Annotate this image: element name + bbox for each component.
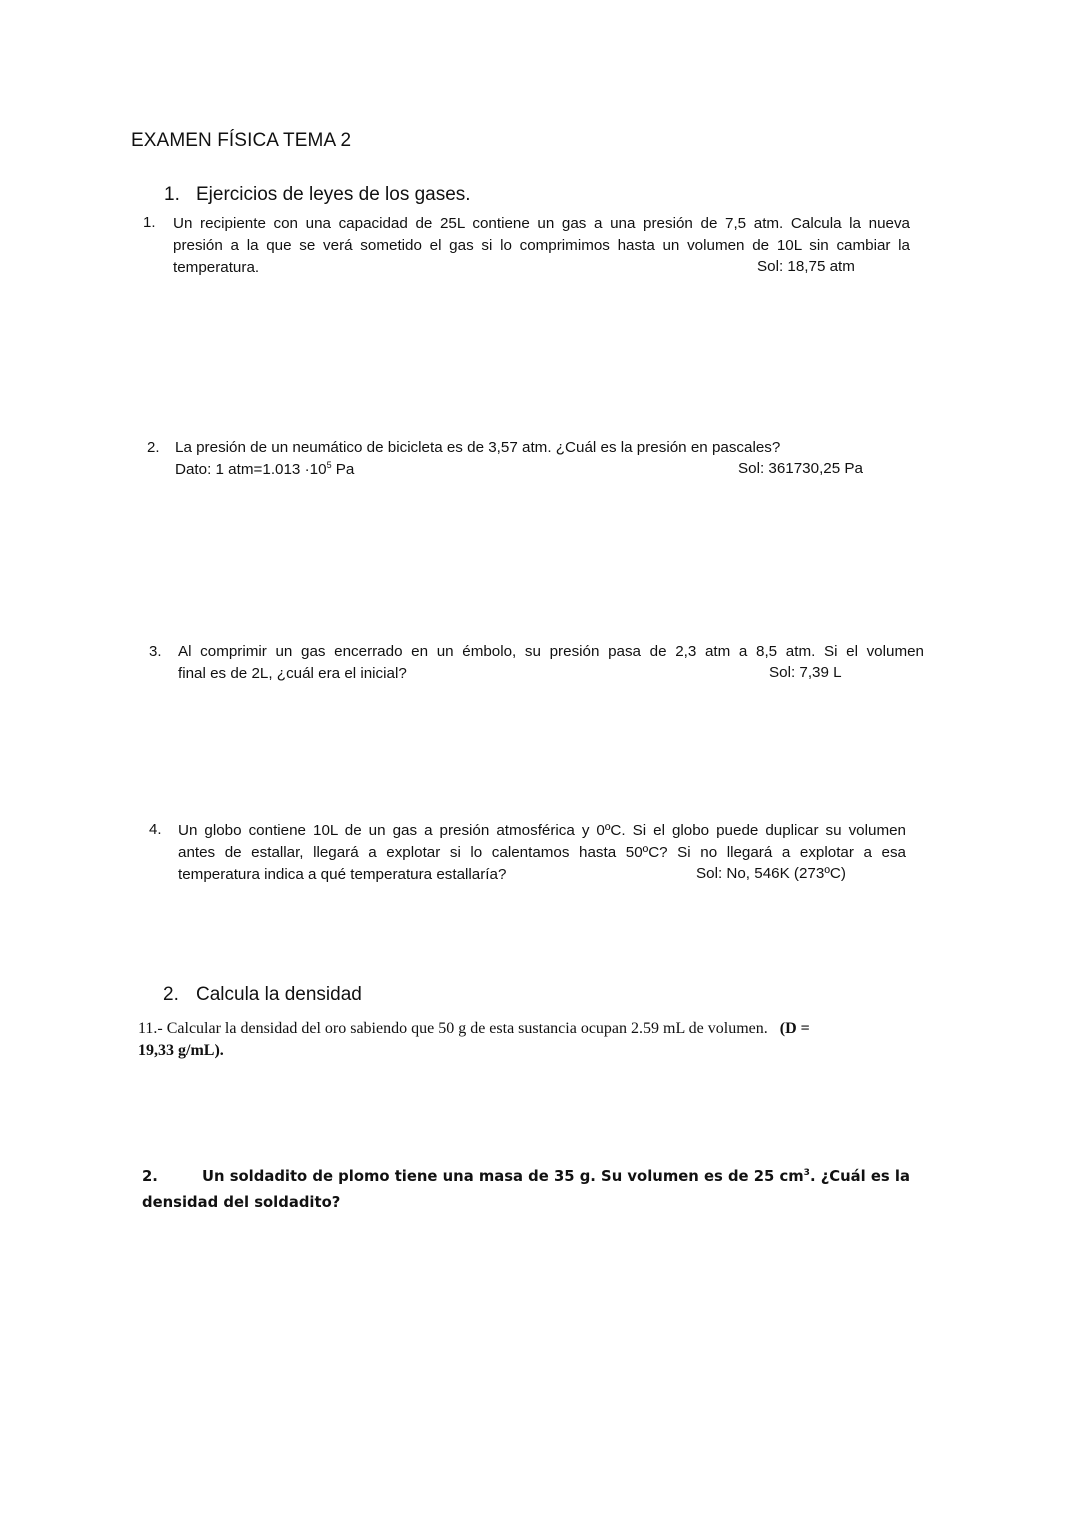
exam-title: EXAMEN FÍSICA TEMA 2: [131, 130, 352, 151]
exercise-4-line-1: Un globo contiene 10L de un gas a presión atmosférica y 0ºC. Si el globo puede duplicar su volumen: [178, 822, 906, 839]
density-problem-1-answer: 19,33 g/mL).: [138, 1042, 224, 1059]
density-problem-1-line-1: 11.- Calcular la densidad del oro sabiendo que 50 g de esta sustancia ocupan 2.59 mL de volumen. (D =: [138, 1020, 810, 1037]
exercise-1-line-2: presión a la que se verá sometido el gas si lo comprimimos hasta un volumen de 10L sin cambiar la: [173, 237, 910, 254]
exercise-4-solution: Sol: No, 546K (273ºC): [696, 865, 846, 882]
exercise-1-line-3: temperatura.: [173, 259, 260, 276]
section-2-number: 2.: [163, 984, 179, 1005]
exercise-4-number: 4.: [149, 821, 162, 838]
exercise-2-line-1: La presión de un neumático de bicicleta es de 3,57 atm. ¿Cuál es la presión en pascales?: [175, 439, 781, 456]
density-problem-2-line-2: densidad del soldadito?: [142, 1194, 341, 1211]
exercise-3-line-2: final es de 2L, ¿cuál era el inicial?: [178, 665, 407, 682]
section-1-number: 1.: [164, 184, 180, 205]
exercise-3-solution: Sol: 7,39 L: [769, 664, 842, 681]
section-1-heading: Ejercicios de leyes de los gases.: [196, 184, 471, 205]
exercise-3-line-1: Al comprimir un gas encerrado en un émbolo, su presión pasa de 2,3 atm a 8,5 atm. Si el volumen: [178, 643, 924, 660]
exercise-3-number: 3.: [149, 643, 162, 660]
exercise-4-line-3: temperatura indica a qué temperatura estallaría?: [178, 866, 507, 883]
exercise-2-number: 2.: [147, 439, 160, 456]
density-problem-2-line-1: Un soldadito de plomo tiene una masa de 35 g. Su volumen es de 25 $cm^3$. ¿Cuál es la: [202, 1168, 910, 1185]
exercise-1-solution: Sol: 18,75 atm: [757, 258, 855, 275]
exercise-4-line-2: antes de estallar, llegará a explotar si lo calentamos hasta 50ºC? Si no llegará a explotar a esa: [178, 844, 906, 861]
density-problem-2-number: 2.: [142, 1168, 158, 1185]
exercise-2-data: Dato: 1 $atm=1.013 \cdot 10^5$ Pa: [175, 460, 355, 478]
exercise-1-line-1: Un recipiente con una capacidad de 25L contiene un gas a una presión de 7,5 atm. Calcula la nueva: [173, 215, 910, 232]
section-2-heading: Calcula la densidad: [196, 984, 362, 1005]
exercise-1-number: 1.: [143, 214, 156, 231]
exercise-2-solution: Sol: 361730,25 Pa: [738, 460, 863, 477]
